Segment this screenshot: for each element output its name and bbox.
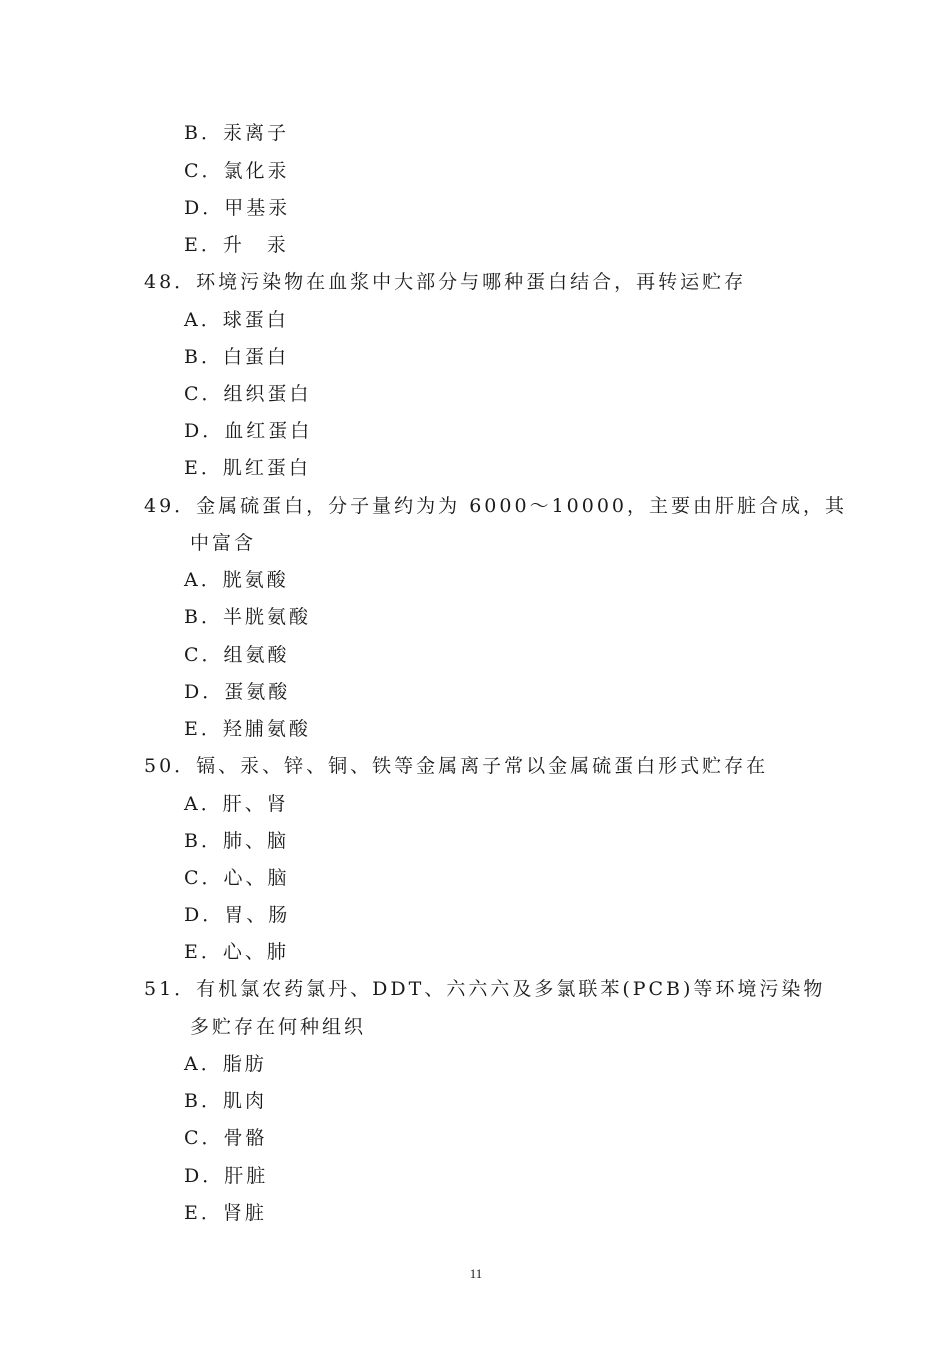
option-48-d: D．血红蛋白: [184, 420, 313, 442]
option-51-a: A．脂肪: [184, 1053, 267, 1075]
question-49: 49．金属硫蛋白，分子量约为为 6000～10000，主要由肝脏合成，其: [144, 495, 848, 517]
option-51-b: B．肌肉: [184, 1090, 267, 1112]
option-47-c: C．氯化汞: [184, 160, 290, 182]
option-48-e: E．肌红蛋白: [184, 457, 311, 479]
option-49-c: C．组氨酸: [184, 644, 290, 666]
option-51-c: C．骨骼: [184, 1127, 268, 1149]
question-48: 48．环境污染物在血浆中大部分与哪种蛋白结合，再转运贮存: [144, 271, 747, 293]
option-47-e: E．升 汞: [184, 234, 289, 256]
option-50-b: B．肺、脑: [184, 830, 289, 852]
option-48-c: C．组织蛋白: [184, 383, 312, 405]
question-51: 51．有机氯农药氯丹、DDT、六六六及多氯联苯(PCB)等环境污染物: [144, 978, 826, 1000]
option-49-b: B．半胱氨酸: [184, 606, 311, 628]
option-47-b: B．汞离子: [184, 122, 289, 144]
option-51-e: E．肾脏: [184, 1202, 267, 1224]
option-49-d: D．蛋氨酸: [184, 681, 291, 703]
question-49-continuation: 中富含: [190, 532, 257, 554]
option-50-c: C．心、脑: [184, 867, 290, 889]
option-47-d: D．甲基汞: [184, 197, 291, 219]
option-50-d: D．胃、肠: [184, 904, 291, 926]
option-48-b: B．白蛋白: [184, 346, 289, 368]
question-50: 50．镉、汞、锌、铜、铁等金属离子常以金属硫蛋白形式贮存在: [144, 755, 769, 777]
option-49-a: A．胱氨酸: [184, 569, 289, 591]
question-51-continuation: 多贮存在何种组织: [190, 1016, 367, 1038]
option-48-a: A．球蛋白: [184, 309, 289, 331]
option-49-e: E．羟脯氨酸: [184, 718, 311, 740]
option-51-d: D．肝脏: [184, 1165, 269, 1187]
option-50-a: A．肝、肾: [184, 793, 289, 815]
page-number: 11: [469, 1266, 483, 1281]
option-50-e: E．心、肺: [184, 941, 289, 963]
